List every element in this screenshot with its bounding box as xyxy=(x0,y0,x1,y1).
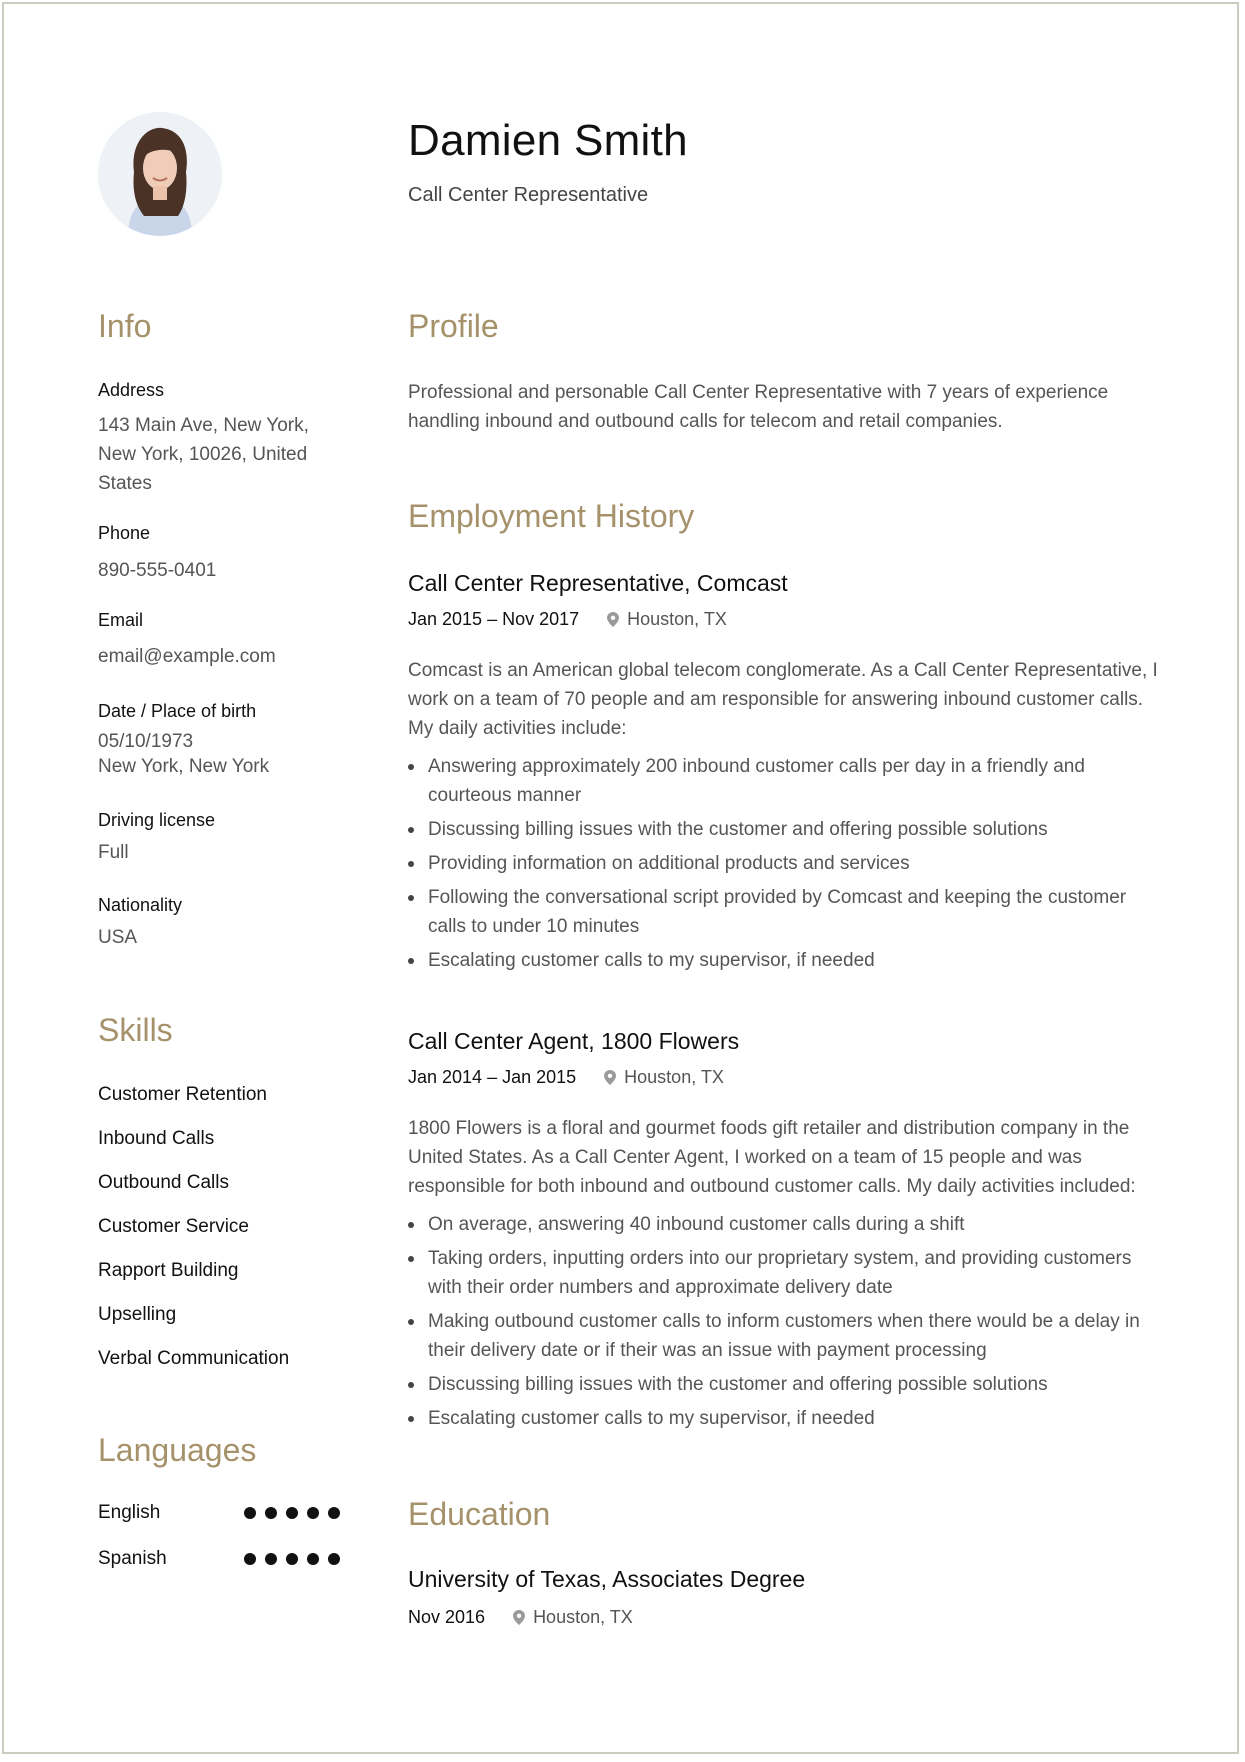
location-pin-icon xyxy=(513,1610,525,1625)
profile-line: handling inbound and outbound calls for telecom and retail companies. xyxy=(408,411,1003,432)
profile-line: Professional and personable Call Center Representative with 7 years of experience xyxy=(408,382,1109,403)
description-line: responsible for both inbound and outbound customer calls. My daily activities included: xyxy=(408,1176,1136,1197)
job-bullets xyxy=(408,1210,1168,1438)
bullet-line: Discussing billing issues with the customer and offering possible solutions xyxy=(428,819,1048,840)
nationality-label: Nationality xyxy=(98,895,183,915)
job-title: Call Center Representative, Comcast xyxy=(408,570,788,596)
bullet-item xyxy=(408,1370,1168,1399)
level-dot xyxy=(328,1553,340,1565)
employment-heading: Employment History xyxy=(408,498,695,534)
skills-heading: Skills xyxy=(98,1012,173,1048)
skill-item: Customer Retention xyxy=(98,1084,267,1105)
bullet-item xyxy=(408,946,1168,975)
job-bullets xyxy=(408,752,1168,980)
level-dot xyxy=(328,1507,340,1519)
description-line: work on a team of 70 people and am responsible for answering inbound customer calls. xyxy=(408,689,1144,710)
language-name: Spanish xyxy=(98,1548,167,1569)
birth-place: New York, New York xyxy=(98,756,270,777)
job-dates: Jan 2014 – Jan 2015 xyxy=(408,1067,577,1087)
description-line: My daily activities include: xyxy=(408,718,627,739)
bullet-line: Making outbound customer calls to inform customers when there would be a delay in xyxy=(428,1311,1140,1332)
location-pin-icon xyxy=(604,1070,616,1085)
bullet-line: with their order numbers and approximate delivery date xyxy=(428,1277,893,1298)
bullet-line: Answering approximately 200 inbound customer calls per day in a friendly and xyxy=(428,756,1085,777)
birth-label: Date / Place of birth xyxy=(98,701,257,721)
bullet-line: On average, answering 40 inbound customer calls during a shift xyxy=(428,1214,965,1235)
education-meta xyxy=(408,1607,633,1628)
resume-page xyxy=(2,2,1239,1754)
level-dot xyxy=(286,1507,298,1519)
candidate-role: Call Center Representative xyxy=(408,184,649,206)
skill-item: Outbound Calls xyxy=(98,1172,229,1193)
skill-item: Customer Service xyxy=(98,1216,249,1237)
info-heading: Info xyxy=(98,308,152,344)
level-dot xyxy=(307,1507,319,1519)
skill-item: Rapport Building xyxy=(98,1260,239,1281)
bullet-line: Discussing billing issues with the customer and offering possible solutions xyxy=(428,1374,1048,1395)
license-label: Driving license xyxy=(98,810,216,830)
skill-item: Upselling xyxy=(98,1304,177,1325)
profile-photo xyxy=(98,112,222,236)
bullet-item xyxy=(408,815,1168,844)
address-line: New York, 10026, United xyxy=(98,444,308,465)
bullet-item xyxy=(408,1404,1168,1433)
birth-value xyxy=(98,729,269,779)
level-dot xyxy=(244,1553,256,1565)
description-line: Comcast is an American global telecom conglomerate. As a Call Center Representative, I xyxy=(408,660,1158,681)
bullet-line: Providing information on additional products and services xyxy=(428,853,910,874)
education-title: University of Texas, Associates Degree xyxy=(408,1566,806,1592)
job-location-text: Houston, TX xyxy=(627,609,727,629)
level-dot xyxy=(244,1507,256,1519)
education-location-text: Houston, TX xyxy=(533,1607,633,1627)
bullet-item xyxy=(408,1244,1168,1302)
language-level-dots xyxy=(244,1553,340,1565)
email-value: email@example.com xyxy=(98,646,276,667)
level-dot xyxy=(265,1507,277,1519)
phone-value: 890-555-0401 xyxy=(98,560,217,581)
job-location-text: Houston, TX xyxy=(624,1067,724,1087)
address-label: Address xyxy=(98,380,165,400)
bullet-item xyxy=(408,1210,1168,1239)
languages-heading: Languages xyxy=(98,1432,257,1468)
address-value xyxy=(98,411,309,498)
bullet-line: Escalating customer calls to my supervisor, if needed xyxy=(428,950,875,971)
description-line: 1800 Flowers is a floral and gourmet foods gift retailer and distribution company in the xyxy=(408,1118,1130,1139)
skill-item: Inbound Calls xyxy=(98,1128,215,1149)
location-pin-icon xyxy=(607,612,619,627)
education-date: Nov 2016 xyxy=(408,1607,486,1627)
address-line: 143 Main Ave, New York, xyxy=(98,415,309,436)
phone-label: Phone xyxy=(98,523,151,543)
skill-item: Verbal Communication xyxy=(98,1348,290,1369)
bullet-item xyxy=(408,1307,1168,1365)
bullet-line: Escalating customer calls to my supervisor, if needed xyxy=(428,1408,875,1429)
language-name: English xyxy=(98,1502,161,1523)
level-dot xyxy=(265,1553,277,1565)
bullet-line: their delivery date or if their was an issue with payment processing xyxy=(428,1340,987,1361)
bullet-item xyxy=(408,849,1168,878)
license-value: Full xyxy=(98,842,129,863)
job-description xyxy=(408,1114,1168,1201)
description-line: United States. As a Call Center Agent, I worked on a team of 15 people and was xyxy=(408,1147,1082,1168)
birth-date: 05/10/1973 xyxy=(98,731,194,752)
bullet-item xyxy=(408,752,1168,810)
bullet-line: calls to under 10 minutes xyxy=(428,916,640,937)
nationality-value: USA xyxy=(98,927,138,948)
profile-heading: Profile xyxy=(408,308,499,344)
email-label: Email xyxy=(98,610,144,630)
education-location xyxy=(513,1607,633,1628)
job-title: Call Center Agent, 1800 Flowers xyxy=(408,1028,740,1054)
address-line: States xyxy=(98,473,152,494)
language-level-dots xyxy=(244,1507,340,1519)
job-location xyxy=(604,1067,724,1088)
job-location xyxy=(607,609,727,630)
education-heading: Education xyxy=(408,1496,551,1532)
candidate-name: Damien Smith xyxy=(408,116,688,165)
level-dot xyxy=(286,1553,298,1565)
job-description xyxy=(408,656,1168,743)
bullet-line: courteous manner xyxy=(428,785,582,806)
level-dot xyxy=(307,1553,319,1565)
bullet-line: Following the conversational script provided by Comcast and keeping the customer xyxy=(428,887,1127,908)
bullet-line: Taking orders, inputting orders into our proprietary system, and providing customers xyxy=(428,1248,1132,1269)
bullet-item xyxy=(408,883,1168,941)
job-meta xyxy=(408,1067,724,1088)
profile-summary xyxy=(408,378,1168,436)
job-meta xyxy=(408,609,727,630)
job-dates: Jan 2015 – Nov 2017 xyxy=(408,609,580,629)
